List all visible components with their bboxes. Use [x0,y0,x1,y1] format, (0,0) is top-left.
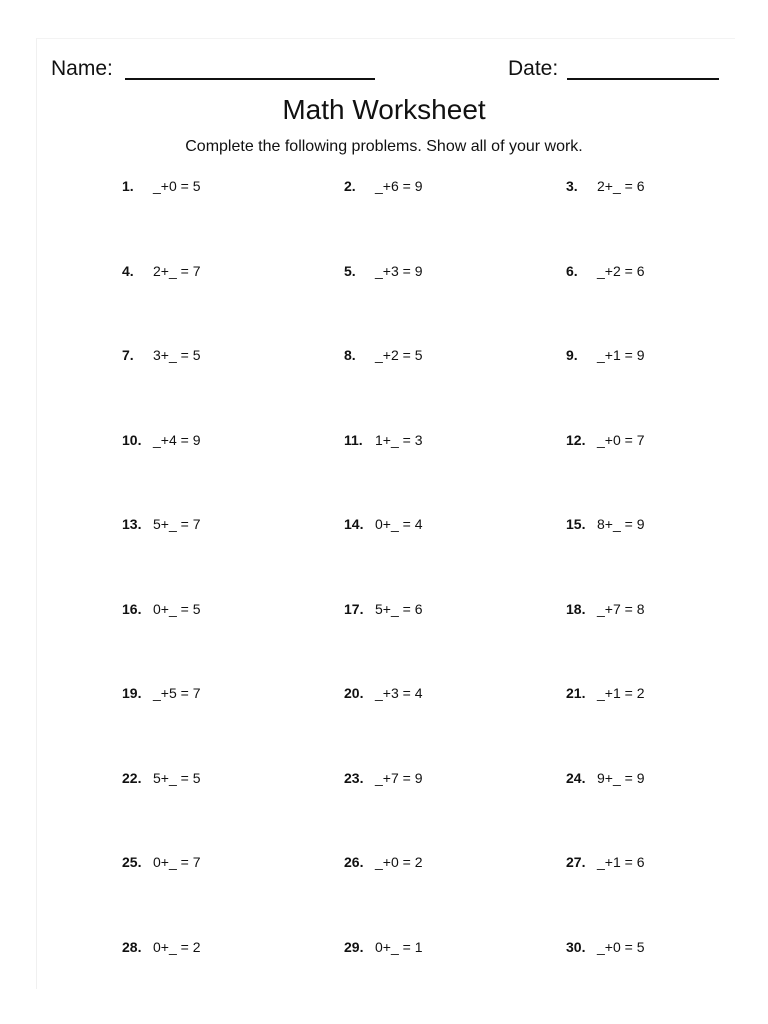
problem-expression: _+0 = 7 [597,431,645,448]
problem-number: 29. [344,938,364,955]
problem-number: 20. [344,685,364,701]
problem-expression: 5+_ = 5 [153,769,201,786]
problem-expression: 2+_ = 6 [597,178,645,194]
problem-expression: _+1 = 6 [597,854,645,870]
problem-expression: 5+_ = 7 [153,516,201,532]
problem-expression: _+1 = 9 [597,347,645,363]
problem-item [344,683,566,768]
problem-item [566,261,722,346]
problem-item [122,937,344,1022]
problem-number: 21. [566,685,586,701]
problem-expression: 2+_ = 7 [153,262,201,279]
problem-item [344,852,566,937]
problem-number: 26. [344,854,364,870]
problem-expression: _+7 = 9 [375,769,423,786]
problem-item [344,176,566,261]
problem-number: 30. [566,938,586,955]
problem-item [566,852,722,937]
problem-expression: _+0 = 5 [153,178,201,194]
problem-item [344,514,566,599]
date-label: Date: [508,57,559,80]
problem-expression: _+3 = 9 [375,262,423,279]
problem-expression: _+2 = 6 [597,262,645,279]
problem-number: 25. [122,854,142,870]
problem-number: 12. [566,431,586,448]
problem-item [122,176,344,261]
problem-expression: 8+_ = 9 [597,516,645,532]
problem-expression: 1+_ = 3 [375,431,423,448]
problem-expression: 0+_ = 7 [153,854,201,870]
problem-item [344,261,566,346]
name-label: Name: [51,57,113,80]
problem-item [566,768,722,853]
problem-item [566,176,722,261]
problem-expression: 9+_ = 9 [597,769,645,786]
problem-expression: _+7 = 8 [597,600,645,617]
problem-number: 3. [566,178,578,194]
date-blank-line [567,78,719,80]
problem-expression: 3+_ = 5 [153,347,201,363]
problem-number: 18. [566,600,586,617]
problem-expression: _+4 = 9 [153,431,201,448]
problem-item [122,345,344,430]
problem-number: 8. [344,347,356,363]
problem-item [122,683,344,768]
problem-item [122,261,344,346]
problem-grid [122,176,722,976]
problem-item [122,768,344,853]
problem-expression: _+3 = 4 [375,685,423,701]
problem-item [344,768,566,853]
problem-expression: _+0 = 2 [375,854,423,870]
problem-item [122,599,344,684]
problem-number: 15. [566,516,586,532]
problem-number: 24. [566,769,586,786]
problem-number: 4. [122,262,134,279]
problem-item [122,430,344,515]
worksheet-title: Math Worksheet [282,94,486,125]
problem-number: 2. [344,178,356,194]
problem-expression: _+1 = 2 [597,685,645,701]
problem-number: 13. [122,516,142,532]
problem-item [344,937,566,1022]
name-blank-line [125,78,375,80]
problem-item [566,599,722,684]
problem-number: 22. [122,769,142,786]
problem-number: 9. [566,347,578,363]
problem-number: 6. [566,262,578,279]
problem-number: 7. [122,347,134,363]
header-fields [51,56,719,84]
problem-item [566,430,722,515]
problem-expression: 0+_ = 2 [153,938,201,955]
problem-expression: 5+_ = 6 [375,600,423,617]
problem-number: 5. [344,262,356,279]
problem-expression: _+5 = 7 [153,685,201,701]
problem-expression: 0+_ = 4 [375,516,423,532]
problem-number: 11. [344,431,363,448]
problem-item [566,514,722,599]
problem-item [566,345,722,430]
problem-expression: _+0 = 5 [597,938,645,955]
problem-number: 17. [344,600,364,617]
problem-expression: _+6 = 9 [375,178,423,194]
problem-item [122,852,344,937]
problem-item [344,345,566,430]
problem-item [122,514,344,599]
problem-number: 27. [566,854,586,870]
problem-expression: _+2 = 5 [375,347,423,363]
problem-number: 19. [122,685,142,701]
problem-item [566,683,722,768]
problem-number: 10. [122,431,142,448]
problem-number: 23. [344,769,364,786]
problem-number: 16. [122,600,142,617]
problem-number: 28. [122,938,142,955]
problem-expression: 0+_ = 5 [153,600,201,617]
problem-item [344,430,566,515]
problem-number: 14. [344,516,364,532]
instructions: Complete the following problems. Show all of your work. [185,138,583,155]
problem-item [344,599,566,684]
problem-number: 1. [122,178,134,194]
problem-expression: 0+_ = 1 [375,938,423,955]
problem-item [566,937,722,1022]
